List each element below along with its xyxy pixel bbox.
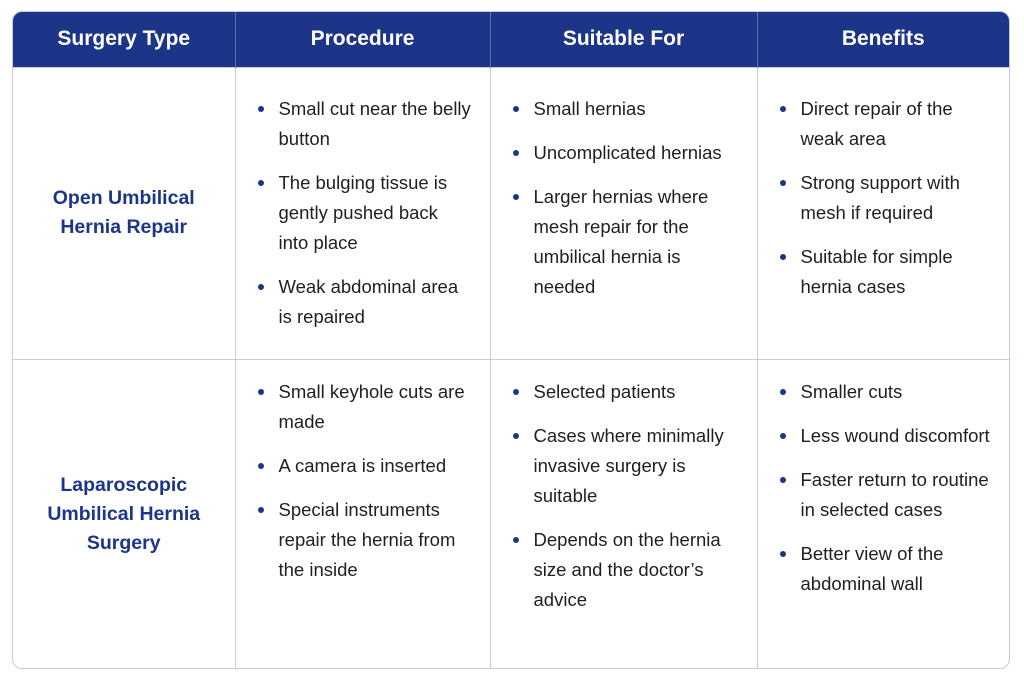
header-row bbox=[13, 12, 1009, 67]
benefits-list bbox=[778, 94, 992, 302]
bullet-icon bbox=[780, 389, 786, 395]
list-item bbox=[511, 94, 739, 124]
list-item bbox=[778, 421, 992, 451]
list-item-text: Small cut near the belly button bbox=[278, 97, 471, 149]
list-item-text: Selected patients bbox=[533, 380, 676, 402]
list-item-text: Faster return to routine in selected cases bbox=[800, 468, 989, 520]
suitable-for-list bbox=[511, 377, 739, 615]
list-item-text: A camera is inserted bbox=[278, 454, 447, 476]
list-item bbox=[511, 421, 739, 511]
suitable-for-cell bbox=[490, 67, 757, 359]
procedure-cell bbox=[235, 67, 490, 359]
surgery-type-cell: Open Umbilical Hernia Repair bbox=[13, 67, 235, 359]
list-item-text: Depends on the hernia size and the doctor’s advice bbox=[533, 528, 721, 610]
list-item-text: Special instruments repair the hernia from the inside bbox=[278, 498, 456, 580]
comparison-table-container bbox=[12, 11, 1010, 669]
bullet-icon bbox=[780, 551, 786, 557]
procedure-list bbox=[256, 94, 472, 332]
bullet-icon bbox=[513, 150, 519, 156]
list-item-text: Small hernias bbox=[533, 97, 646, 119]
bullet-icon bbox=[258, 507, 264, 513]
bullet-icon bbox=[780, 477, 786, 483]
list-item-text: The bulging tissue is gently pushed back into place bbox=[278, 171, 448, 253]
bullet-icon bbox=[513, 389, 519, 395]
suitable-for-cell bbox=[490, 359, 757, 669]
list-item bbox=[511, 377, 739, 407]
list-item bbox=[256, 94, 472, 154]
bullet-icon bbox=[513, 194, 519, 200]
bullet-icon bbox=[258, 284, 264, 290]
surgery-comparison-table bbox=[13, 12, 1009, 669]
suitable-for-list bbox=[511, 94, 739, 302]
bullet-icon bbox=[513, 537, 519, 543]
list-item bbox=[778, 168, 992, 228]
bullet-icon bbox=[513, 106, 519, 112]
list-item bbox=[778, 242, 992, 302]
list-item bbox=[256, 451, 472, 481]
procedure-cell bbox=[235, 359, 490, 669]
bullet-icon bbox=[780, 254, 786, 260]
list-item bbox=[256, 377, 472, 437]
bullet-icon bbox=[780, 180, 786, 186]
list-item-text: Larger hernias where mesh repair for the umbilical hernia is needed bbox=[533, 185, 709, 297]
bullet-icon bbox=[258, 389, 264, 395]
procedure-list bbox=[256, 377, 472, 585]
list-item-text: Cases where minimally invasive surgery is suitable bbox=[533, 424, 724, 506]
list-item-text: Small keyhole cuts are made bbox=[278, 380, 465, 432]
bullet-icon bbox=[780, 106, 786, 112]
list-item bbox=[511, 182, 739, 302]
table-row-laparoscopic bbox=[13, 359, 1009, 669]
list-item bbox=[256, 495, 472, 585]
bullet-icon bbox=[780, 433, 786, 439]
bullet-icon bbox=[513, 433, 519, 439]
list-item bbox=[256, 168, 472, 258]
list-item bbox=[778, 94, 992, 154]
list-item-text: Smaller cuts bbox=[800, 380, 903, 402]
benefits-cell bbox=[757, 359, 1009, 669]
list-item-text: Direct repair of the weak area bbox=[800, 97, 953, 149]
list-item-text: Weak abdominal area is repaired bbox=[278, 275, 459, 327]
list-item bbox=[778, 465, 992, 525]
bullet-icon bbox=[258, 463, 264, 469]
list-item-text: Less wound discomfort bbox=[800, 424, 990, 446]
header-suitable-for: Suitable For bbox=[490, 12, 757, 67]
list-item-text: Better view of the abdominal wall bbox=[800, 542, 944, 594]
list-item bbox=[778, 539, 992, 599]
header-procedure: Procedure bbox=[235, 12, 490, 67]
bullet-icon bbox=[258, 180, 264, 186]
list-item-text: Strong support with mesh if required bbox=[800, 171, 960, 223]
table-row-open-repair bbox=[13, 67, 1009, 359]
table-body bbox=[13, 67, 1009, 669]
list-item bbox=[511, 525, 739, 615]
header-surgery-type: Surgery Type bbox=[13, 12, 235, 67]
header-benefits: Benefits bbox=[757, 12, 1009, 67]
benefits-cell bbox=[757, 67, 1009, 359]
list-item bbox=[256, 272, 472, 332]
benefits-list bbox=[778, 377, 992, 599]
table-header bbox=[13, 12, 1009, 67]
surgery-type-cell: Laparoscopic Umbilical Hernia Surgery bbox=[13, 359, 235, 669]
list-item bbox=[511, 138, 739, 168]
list-item bbox=[778, 377, 992, 407]
bullet-icon bbox=[258, 106, 264, 112]
list-item-text: Uncomplicated hernias bbox=[533, 141, 722, 163]
list-item-text: Suitable for simple hernia cases bbox=[800, 245, 953, 297]
